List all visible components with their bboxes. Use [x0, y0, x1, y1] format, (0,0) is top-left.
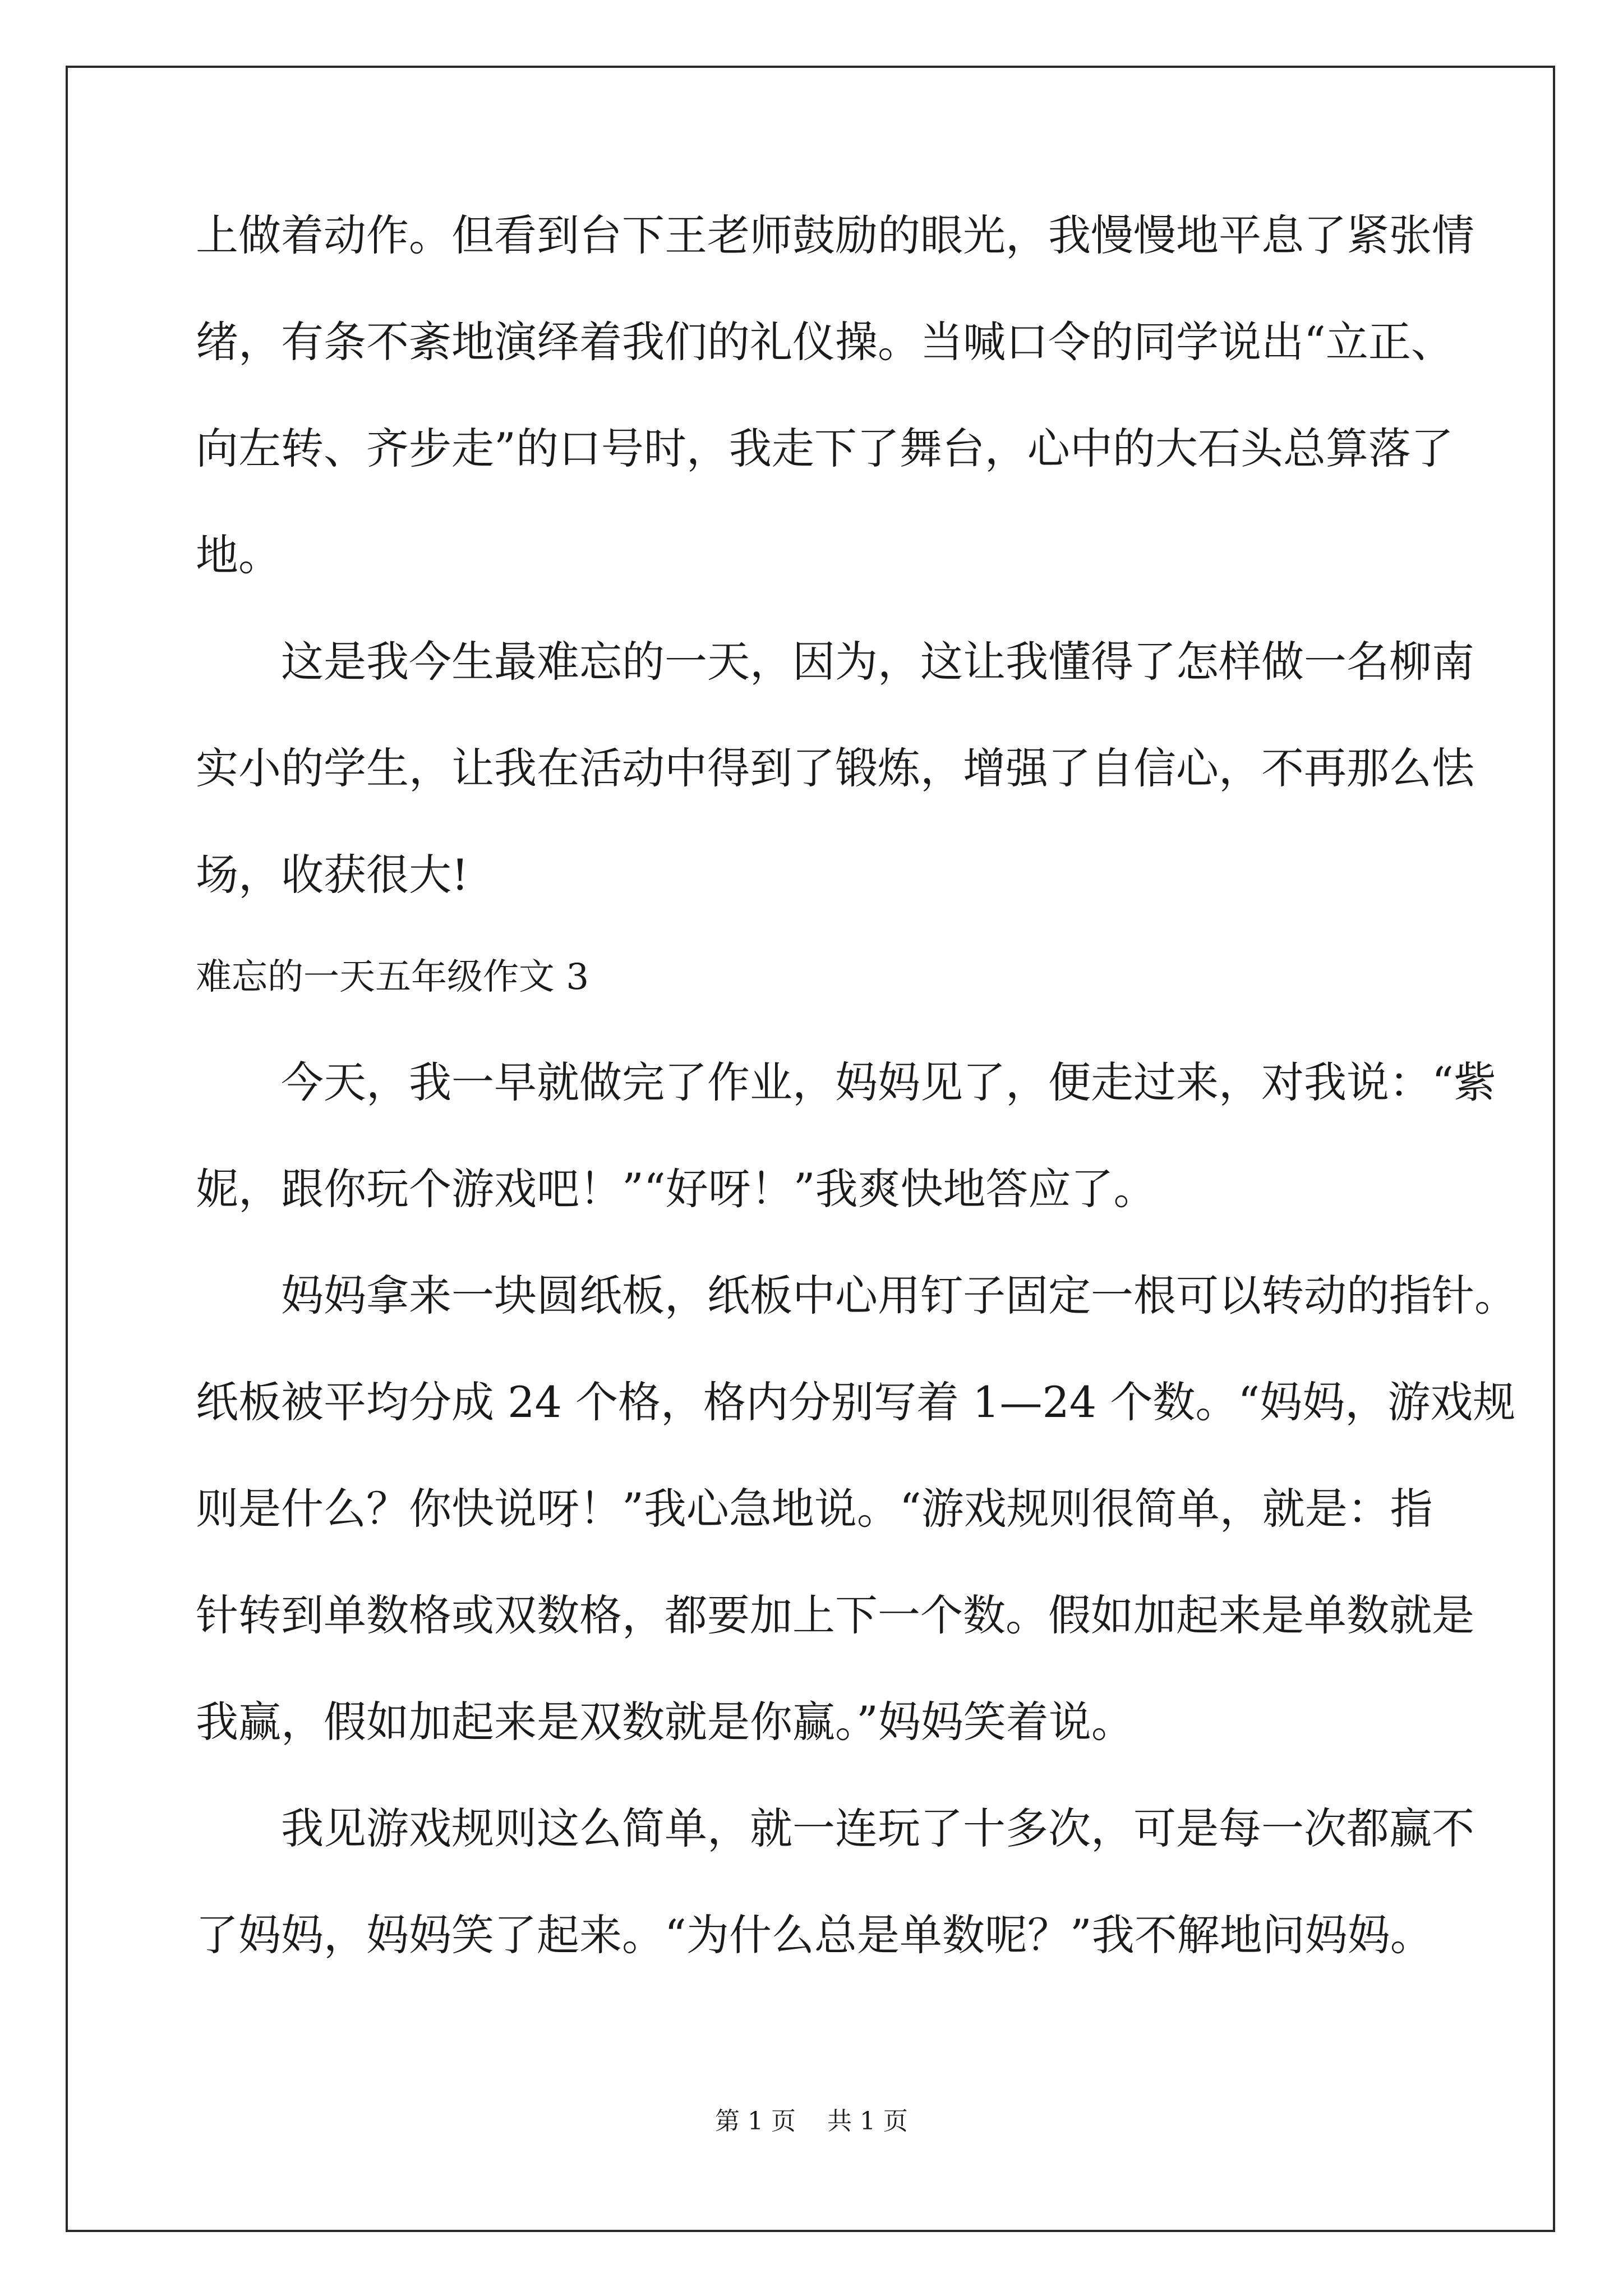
section-heading: 难忘的一天五年级作文 3: [196, 956, 589, 998]
text-line: 这是我今生最难忘的一天，因为，这让我懂得了怎样做一名柳南: [281, 637, 1474, 687]
text-line: 场，收获很大!: [196, 850, 469, 900]
text-line: 针转到单数格或双数格，都要加上下一个数。假如加起来是单数就是: [196, 1590, 1474, 1640]
page-total: 共 1 页: [827, 2107, 908, 2136]
text-line: 则是什么？你快说呀！”我心急地说。“游戏规则很简单，就是：指: [196, 1484, 1433, 1534]
text-line: 地。: [196, 530, 281, 580]
page-number: 第 1 页: [715, 2107, 796, 2136]
text-line: 纸板被平均分成 24 个格，格内分别写着 1—24 个数。“妈妈，游戏规: [196, 1377, 1516, 1427]
text-line: 实小的学生，让我在活动中得到了锻炼，增强了自信心，不再那么怯: [196, 743, 1474, 793]
text-line: 上做着动作。但看到台下王老师鼓励的眼光，我慢慢地平息了紧张情: [196, 210, 1474, 260]
text-line: 我见游戏规则这么简单，就一连玩了十多次，可是每一次都赢不: [281, 1803, 1474, 1853]
text-line: 绪，有条不紊地演绎着我们的礼仪操。当喊口令的同学说出“立正、: [196, 317, 1454, 367]
text-line: 我赢，假如加起来是双数就是你赢。”妈妈笑着说。: [196, 1697, 1134, 1747]
text-line: 今天，我一早就做完了作业，妈妈见了，便走过来，对我说：“紫: [281, 1057, 1496, 1107]
text-line: 妈妈拿来一块圆纸板，纸板中心用钉子固定一根可以转动的指针。: [281, 1271, 1517, 1320]
page-footer: [0, 2105, 1623, 2138]
text-line: 了妈妈，妈妈笑了起来。“为什么总是单数呢？”我不解地问妈妈。: [196, 1910, 1433, 1960]
text-line: 向左转、齐步走”的口号时，我走下了舞台，心中的大石头总算落了: [196, 424, 1454, 473]
text-line: 妮，跟你玩个游戏吧！”“好呀！”我爽快地答应了。: [196, 1164, 1156, 1214]
